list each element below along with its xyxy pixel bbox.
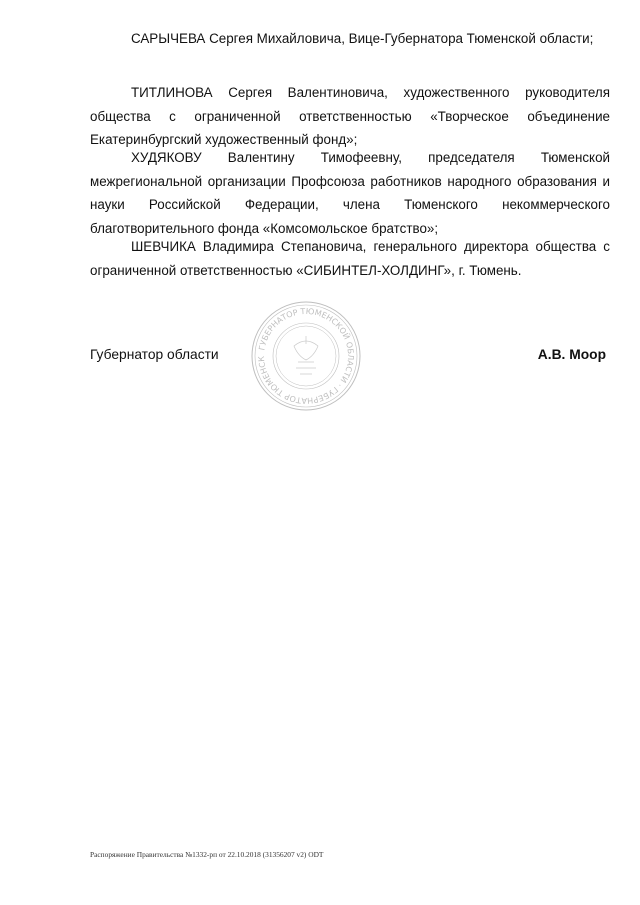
- document-footer: Распоряжение Правительства №1332-рп от 22.10.2018 (31356207 v2) ODT: [90, 850, 324, 859]
- list-item: САРЫЧЕВА Сергея Михайловича, Вице-Губернатора Тюменской области;: [131, 31, 594, 46]
- signature-block: [90, 343, 606, 367]
- list-item: ХУДЯКОВУ Валентину Тимофеевну, председателя Тюменской межрегиональной организации Профсоюза работников народного образования и науки Российской Федерации, члена Тюменского некоммерческого благотворительного фонда «Комсомольское братство»;: [90, 150, 610, 236]
- list-item: ШЕВЧИКА Владимира Степановича, генерального директора общества с ограниченной ответственностью «СИБИНТЕЛ-ХОЛДИНГ», г. Тюмень.: [90, 239, 610, 278]
- svg-text:ГУБЕРНАТОР ТЮМЕНСКОЙ ОБЛАСТИ ·: ГУБЕРНАТОР ТЮМЕНСКОЙ ОБЛАСТИ · ГУБЕРНАТОР ТЮМЕНСК: [256, 306, 356, 406]
- signer-name: А.В. Моор: [537, 347, 606, 362]
- list-item: ТИТЛИНОВА Сергея Валентиновича, художественного руководителя общества с ограниченной ответственностью «Творческое объединение Екатеринбургский художественный фонд»;: [90, 85, 610, 147]
- signer-position: Губернатор области: [90, 347, 219, 362]
